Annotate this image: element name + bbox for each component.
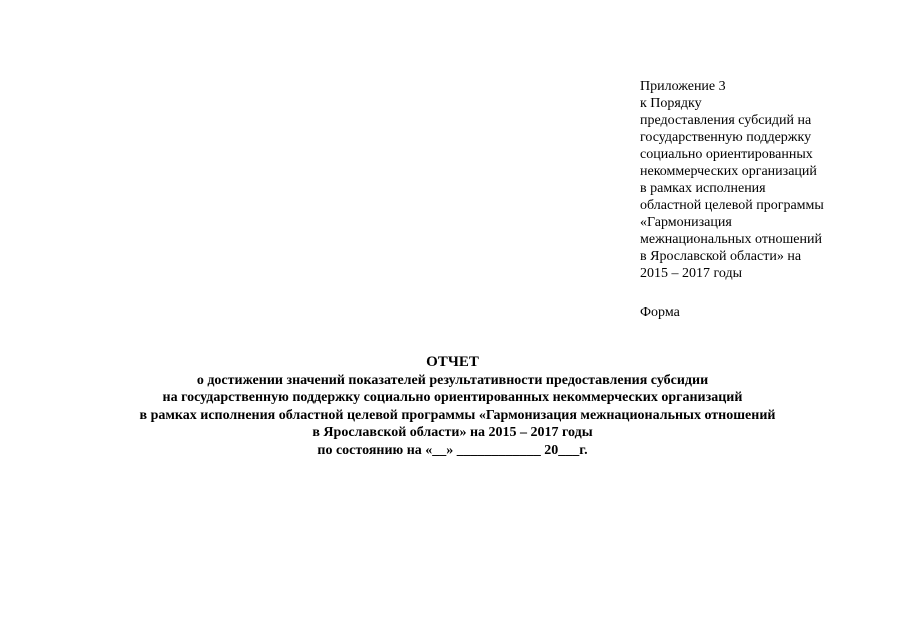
appendix-line: межнациональных отношений: [640, 232, 822, 247]
appendix-line: Приложение 3: [640, 79, 726, 94]
report-heading: [0, 354, 905, 459]
appendix-line: государственную поддержку: [640, 130, 812, 145]
appendix-line: 2015 – 2017 годы: [640, 266, 743, 281]
appendix-block: [640, 78, 895, 282]
appendix-line: в рамках исполнения: [640, 181, 766, 196]
appendix-line: социально ориентированных: [640, 147, 813, 162]
appendix-line: некоммерческих организаций: [640, 164, 817, 179]
report-title: ОТЧЕТ: [426, 354, 479, 370]
report-subtitle-line: в Ярославской области» на 2015 – 2017 годы: [312, 425, 593, 440]
appendix-line: «Гармонизация: [640, 215, 732, 230]
form-label: Форма: [640, 305, 680, 320]
report-subtitle-line: о достижении значений показателей результативности предоставления субсидии: [196, 372, 709, 388]
report-subtitle-line: в рамках исполнения областной целевой программы «Гармонизация межнациональных отношений: [139, 407, 776, 423]
report-subtitle-line: на государственную поддержку социально ориентированных некоммерческих организаций: [162, 390, 743, 405]
appendix-line: предоставления субсидий на: [640, 113, 812, 128]
report-date-line: по состоянию на «__» ____________ 20___г.: [317, 442, 588, 458]
appendix-line: к Порядку: [640, 96, 702, 111]
appendix-line: областной целевой программы: [640, 198, 824, 213]
appendix-line: в Ярославской области» на: [640, 249, 802, 264]
